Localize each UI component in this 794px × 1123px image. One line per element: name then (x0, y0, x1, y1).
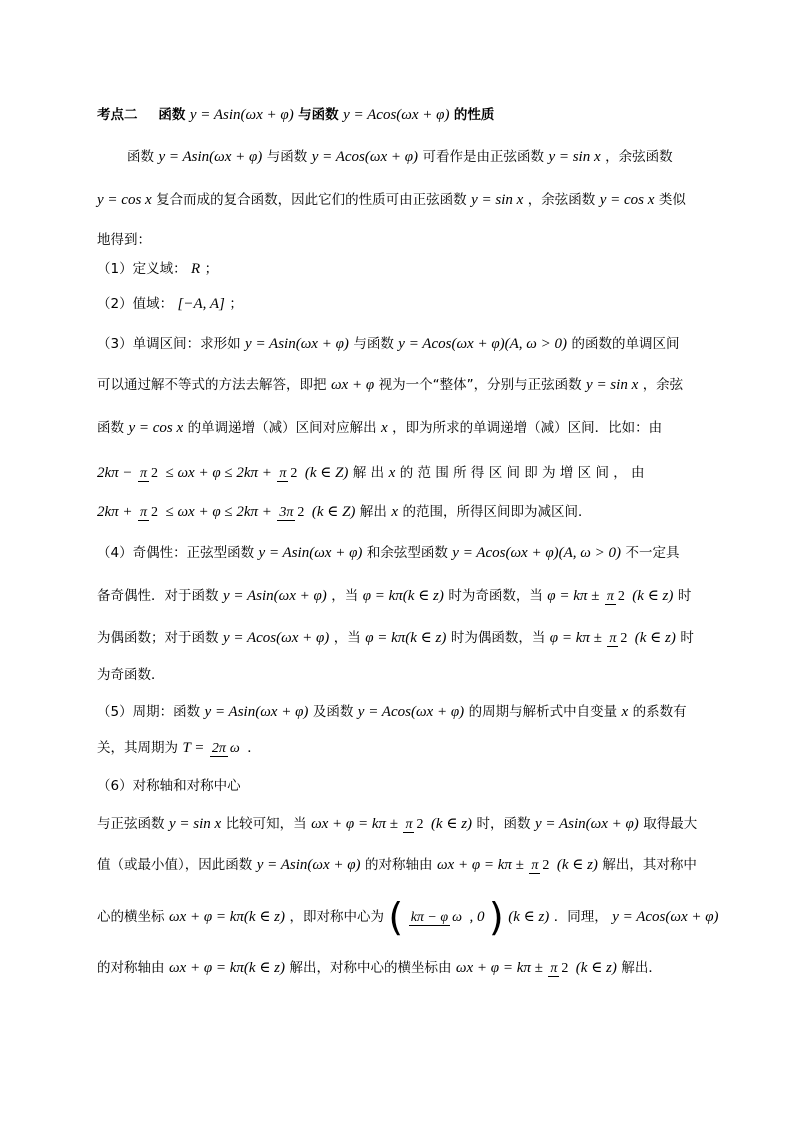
denominator: ω (229, 740, 240, 756)
text: 为偶函数；对于函数 (97, 630, 219, 646)
formula: ωx + φ = kπ ± (455, 960, 543, 976)
text: ，余弦函数 (605, 149, 673, 165)
formula: y = Acos(ωx + φ) (222, 630, 330, 646)
denominator: 2 (620, 630, 628, 646)
point-3-line-5 (97, 495, 794, 529)
point-6-heading (97, 772, 794, 800)
formula: (k ∈ z) (556, 857, 598, 873)
text: 复合而成的复合函数，因此它们的性质可由正弦函数 (156, 192, 467, 208)
formula: y = Asin(ωx + φ) (158, 149, 263, 165)
fraction (529, 858, 551, 873)
text: ，余弦函数 (527, 192, 596, 208)
formula: ≤ ωx + φ ≤ 2kπ + (165, 465, 272, 481)
formula: (k ∈ z) (632, 588, 674, 604)
text: 时为奇函数，当 (448, 588, 543, 604)
formula: y = cos x (97, 192, 152, 208)
title-text: 的性质 (453, 107, 495, 123)
text: 解 出 (352, 465, 385, 481)
formula: y = Acos(ωx + φ) (612, 909, 719, 925)
formula: φ = kπ ± (549, 630, 602, 646)
formula: (k ∈ z) (575, 960, 617, 976)
formula: y = sin x (586, 377, 639, 393)
numerator: π (531, 857, 539, 873)
formula: 2kπ − (97, 465, 133, 481)
text: 与正弦函数 (97, 816, 165, 832)
fraction (605, 589, 627, 604)
formula: (k ∈ Z) (311, 504, 356, 520)
formula: ωx + φ = kπ ± (311, 816, 399, 832)
section-title (97, 101, 794, 129)
text: 时为偶函数，当 (450, 630, 546, 646)
text: 解出，其对称中 (602, 857, 697, 873)
text: 不一定具 (625, 545, 680, 561)
text: （4）奇偶性：正弦型函数 (97, 545, 255, 561)
point-1 (97, 255, 794, 283)
point-3-line-3 (97, 414, 794, 442)
point-4-line-4 (97, 661, 794, 689)
right-paren-icon: ) (488, 895, 504, 939)
text: 的对称轴由 (97, 960, 165, 976)
formula: y = sin x (548, 149, 601, 165)
text: ．同理， (553, 909, 608, 925)
text: （1）定义域： (97, 261, 187, 277)
formula: 2kπ + (97, 504, 133, 520)
point-3-line-4 (97, 456, 794, 490)
point-4-line-2 (97, 579, 794, 613)
text: 的 范 围 所 得 区 间 即 为 增 区 间 ， 由 (399, 465, 645, 481)
formula: y = Acos(ωx + φ) (357, 704, 465, 720)
text: ； (229, 296, 243, 312)
formula: y = Asin(ωx + φ) (258, 545, 363, 561)
text: 解出． (621, 960, 662, 976)
text: 及函数 (312, 704, 354, 720)
formula: ωx + φ = kπ ± (436, 857, 524, 873)
text: ，即为所求的单调递增（减）区间．比如：由 (392, 420, 663, 436)
text: 心的横坐标 (97, 909, 165, 925)
formula: T = (182, 740, 205, 756)
text: 的对称轴由 (365, 857, 433, 873)
numerator: π (279, 465, 287, 481)
fraction (548, 961, 570, 976)
text: 与函数 (266, 149, 308, 165)
formula: φ = kπ(k ∈ z) (365, 630, 447, 646)
formula: ≤ ωx + φ ≤ 2kπ + (165, 504, 272, 520)
formula: y = Asin(ωx + φ) (204, 704, 309, 720)
title-formula: y = Asin(ωx + φ) (189, 107, 294, 123)
text: （5）周期：函数 (97, 704, 201, 720)
point-4-line-1 (97, 539, 794, 567)
text: 取得最大 (643, 816, 698, 832)
point-6-line-2 (97, 848, 794, 882)
text: 备奇偶性．对于函数 (97, 588, 219, 604)
point-5-line-1 (97, 698, 794, 726)
intro-line-3 (97, 226, 794, 254)
text: 的单调递增（减）区间对应解出 (187, 420, 377, 436)
fraction (210, 741, 242, 756)
left-paren-icon: ( (388, 895, 404, 939)
point-3-line-2 (97, 371, 794, 399)
formula: φ = kπ ± (547, 588, 600, 604)
title-formula: y = Acos(ωx + φ) (343, 107, 450, 123)
formula: y = Asin(ωx + φ) (534, 816, 639, 832)
denominator: 2 (297, 504, 305, 520)
numerator: π (140, 465, 148, 481)
denominator: 2 (416, 816, 424, 832)
text: 类似 (658, 192, 686, 208)
formula: y = Acos(ωx + φ) (311, 149, 419, 165)
denominator: 2 (151, 465, 159, 481)
numerator: π (140, 504, 148, 520)
formula: φ = kπ(k ∈ z) (362, 588, 444, 604)
formula: y = sin x (471, 192, 524, 208)
formula: y = cos x (128, 420, 184, 436)
formula: (k ∈ z) (508, 909, 550, 925)
formula: y = Acos(ωx + φ)(A, ω > 0) (398, 336, 567, 352)
point-4-line-3 (97, 621, 794, 655)
formula: y = sin x (168, 816, 222, 832)
numerator: π (405, 816, 413, 832)
formula: ωx + φ = kπ(k ∈ z) (168, 909, 286, 925)
formula: y = Asin(ωx + φ) (245, 336, 349, 352)
fraction (138, 466, 160, 481)
fraction (277, 505, 306, 520)
text: ； (204, 261, 219, 277)
text: 时 (680, 630, 694, 646)
text: 的函数的单调区间 (571, 336, 680, 352)
text: 值（或最小值），因此函数 (97, 857, 253, 873)
formula: y = Asin(ωx + φ) (256, 857, 361, 873)
point-6-line-1 (97, 807, 794, 841)
text: 函数 (97, 420, 124, 436)
formula: x (388, 465, 396, 481)
fraction (607, 631, 629, 646)
denominator: 2 (151, 504, 159, 520)
formula: x (621, 704, 629, 720)
text: （2）值域： (97, 296, 174, 312)
text: ，余弦 (642, 377, 684, 393)
formula: x (381, 420, 388, 436)
numerator: kπ − φ (410, 909, 449, 925)
text: 可看作是由正弦函数 (422, 149, 544, 165)
formula: (k ∈ Z) (304, 465, 349, 481)
formula: R (191, 261, 201, 277)
text: 为奇函数． (97, 667, 165, 683)
text: 解出，对称中心的横坐标由 (289, 960, 452, 976)
formula: x (391, 504, 398, 520)
point-2 (97, 290, 794, 318)
point-6-line-4 (97, 951, 794, 985)
denominator: ω (452, 909, 463, 925)
text: 比较可知，当 (225, 816, 307, 832)
text: 函数 (127, 149, 154, 165)
text: 可以通过解不等式的方法去解答，即把 (97, 377, 327, 393)
point-3-line-1 (97, 330, 794, 358)
fraction (277, 466, 299, 481)
denominator: 2 (290, 465, 298, 481)
formula: [−A, A] (177, 296, 225, 312)
formula: y = cos x (599, 192, 655, 208)
section-label: 考点二 (97, 107, 138, 123)
text: 的周期与解析式中自变量 (468, 704, 618, 720)
numerator: π (550, 960, 558, 976)
point-6-line-3 (97, 895, 794, 939)
formula: y = Asin(ωx + φ) (222, 588, 327, 604)
formula: , 0 (469, 909, 485, 925)
text: 关，其周期为 (97, 740, 178, 756)
intro-line-2 (97, 186, 794, 214)
numerator: π (609, 630, 617, 646)
formula: ωx + φ (330, 377, 375, 393)
numerator: 3π (279, 504, 294, 520)
formula: ωx + φ = kπ(k ∈ z) (168, 960, 286, 976)
text: （6）对称轴和对称中心 (97, 778, 241, 794)
title-text: 函数 (158, 107, 186, 123)
formula: (k ∈ z) (634, 630, 676, 646)
title-text: 与函数 (298, 107, 339, 123)
text: （3）单调区间：求形如 (97, 336, 241, 352)
text: 的系数有 (632, 704, 687, 720)
intro-line-1 (127, 143, 794, 171)
denominator: 2 (561, 960, 569, 976)
formula: y = Acos(ωx + φ)(A, ω > 0) (452, 545, 621, 561)
fraction (403, 817, 425, 832)
numerator: π (606, 588, 614, 604)
fraction (138, 505, 160, 520)
text: 时，函数 (476, 816, 531, 832)
text: ，即对称中心为 (289, 909, 384, 925)
fraction (409, 910, 464, 925)
text: ，当 (333, 630, 361, 646)
text: 的范围，所得区间即为减区间． (402, 504, 592, 520)
denominator: 2 (542, 857, 550, 873)
text: 和余弦型函数 (366, 545, 448, 561)
text: ，当 (331, 588, 359, 604)
text: ． (247, 740, 261, 756)
denominator: 2 (617, 588, 625, 604)
point-5-line-2 (97, 731, 794, 765)
formula: (k ∈ z) (430, 816, 473, 832)
text: 地得到： (97, 232, 151, 248)
text: 与函数 (353, 336, 394, 352)
numerator: 2π (211, 740, 226, 756)
text: 时 (677, 588, 692, 604)
text: 视为一个“整体”，分别与正弦函数 (378, 377, 582, 393)
text: 解出 (359, 504, 387, 520)
